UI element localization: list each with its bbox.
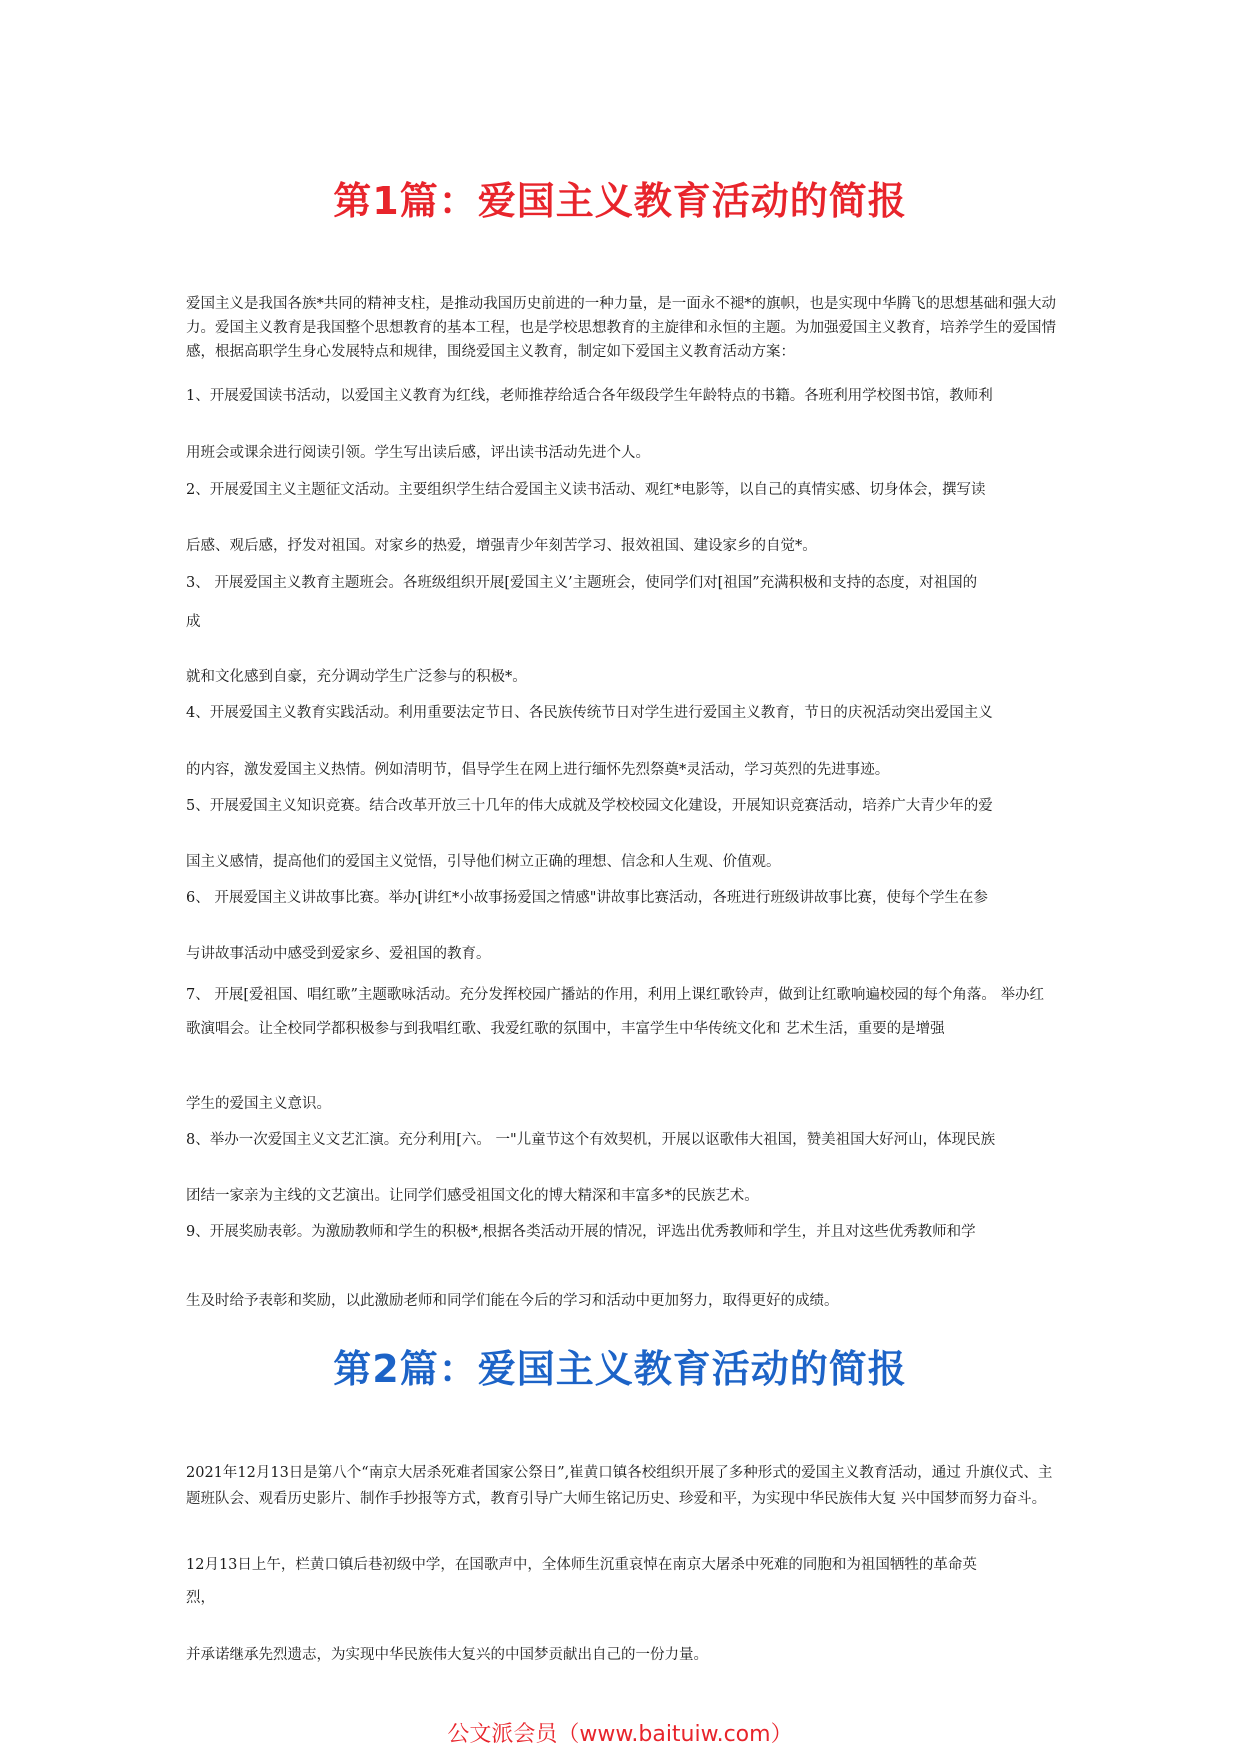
section1-line: 9、开展奖励表彰。为激励教师和学生的积极*,根据各类活动开展的情况，评选出优秀教师和学生，并且对这些优秀教师和学 — [186, 1224, 976, 1240]
section1-line: 成 — [186, 614, 201, 630]
section1-intro — [186, 292, 1056, 364]
section2-line: 并承诺继承先烈遗志，为实现中华民族伟大复兴的中国梦贡献出自己的一份力量。 — [186, 1647, 708, 1663]
section1-line: 后感、观后感，抒发对祖国。对家乡的热爱，增强青少年刻苦学习、报效祖国、建设家乡的自觉*。 — [186, 538, 817, 554]
section2-intro-text: 2021年12月13日是第八个“南京大居杀死难者国家公祭日”,崔黄口镇各校组织开展了多种形式的爱国主义教育活动，通过 升旗仪式、主题班队会、观看历史影片、制作手抄报等方式，教育引导广大师生铭记历史、珍爱和平，为实现中华民族伟大复 兴中国梦而努力奋斗。 — [186, 1465, 1053, 1507]
footer-watermark: 公文派会员（www.baituiw.com） — [447, 1722, 793, 1747]
section2-line: 烈， — [186, 1590, 215, 1606]
section1-intro-text: 爱国主义是我国各族*共同的精神支柱，是推动我国历史前进的一种力量，是一面永不褪*的旗帜，也是实现中华腾飞的思想基础和强大动力。爱国主义教育是我国整个思想教育的基本工程，也是学校思想教育的主旋律和永恒的主题。为加强爱国主义教育，培养学生的爱国情感，根据高职学生身心发展特点和规律，围绕爱国主义教育，制定如下爱国主义教育活动方案： — [186, 296, 1056, 360]
section1-line: 用班会或课余进行阅读引领。学生写出读后感，评出读书活动先进个人。 — [186, 445, 650, 461]
section1-line: 与讲故事活动中感受到爱家乡、爱祖国的教育。 — [186, 946, 491, 962]
section2-title: 第2篇：爱国主义教育活动的简报 — [333, 1347, 907, 1391]
section1-line: 6、 开展爱国主义讲故事比赛。举办[讲红*小故事扬爱国之情感"讲故事比赛活动，各班进行班级讲故事比赛，使每个学生在参 — [186, 890, 988, 906]
section1-line: 8、举办一次爱国主义文艺汇演。充分利用[六。 一"儿童节这个有效契机，开展以讴歌伟大祖国，赞美祖国大好河山，体现民族 — [186, 1132, 996, 1148]
section1-line: 3、 开展爱国主义教育主题班会。各班级组织开展[爱国主义’主题班会，使同学们对[祖国”充满积极和支持的态度，对祖国的 — [186, 575, 978, 591]
section1-line: 4、开展爱国主义教育实践活动。利用重要法定节日、各民族传统节日对学生进行爱国主义教育，节日的庆祝活动突出爱国主义 — [186, 705, 993, 721]
section1-line: 国主义感情，提高他们的爱国主义觉悟，引导他们树立正确的理想、信念和人生观、价值观。 — [186, 854, 781, 870]
section2-intro — [186, 1460, 1056, 1512]
section1-line: 团结一家亲为主线的文艺演出。让同学们感受祖国文化的博大精深和丰富多*的民族艺术。 — [186, 1188, 759, 1204]
section1-line: 7、 开展[爱祖国、唱红歌”主题歌咏活动。充分发挥校园广播站的作用，利用上课红歌铃声，做到让红歌响遍校园的每个角落。 举办红歌演唱会。让全校同学都积极参与到我唱红歌、我爱红歌的氛围中，丰富学生中华传统文化和 艺术生活，重要的是增强 — [186, 987, 1045, 1037]
section1-line: 5、开展爱国主义知识竞赛。结合改革开放三十几年的伟大成就及学校校园文化建设，开展知识竞赛活动，培养广大青少年的爱 — [186, 798, 993, 814]
section1-line: 的内容，激发爱国主义热情。例如清明节，倡导学生在网上进行缅怀先烈祭奠*灵活动，学习英烈的先进事迹。 — [186, 762, 890, 778]
section1-line: 1、开展爱国读书活动，以爱国主义教育为红线，老师推荐给适合各年级段学生年龄特点的书籍。各班利用学校图书馆，教师利 — [186, 388, 993, 404]
section1-line: 就和文化感到自豪，充分调动学生广泛参与的积极*。 — [186, 669, 527, 685]
section1-line: 2、开展爱国主义主题征文活动。主要组织学生结合爱国主义读书活动、观红*电影等，以自己的真情实感、切身体会，撰写读 — [186, 482, 986, 498]
section2-line: 12月13日上午，栏黄口镇后巷初级中学，在国歌声中，全体师生沉重哀悼在南京大屠杀中死难的同胞和为祖国牺牲的革命英 — [186, 1557, 977, 1573]
section1-line: 学生的爱国主义意识。 — [186, 1096, 331, 1112]
section1-line: 生及时给予表彰和奖励，以此激励老师和同学们能在今后的学习和活动中更加努力，取得更好的成绩。 — [186, 1293, 839, 1309]
section1-title: 第1篇：爱国主义教育活动的简报 — [333, 179, 907, 223]
